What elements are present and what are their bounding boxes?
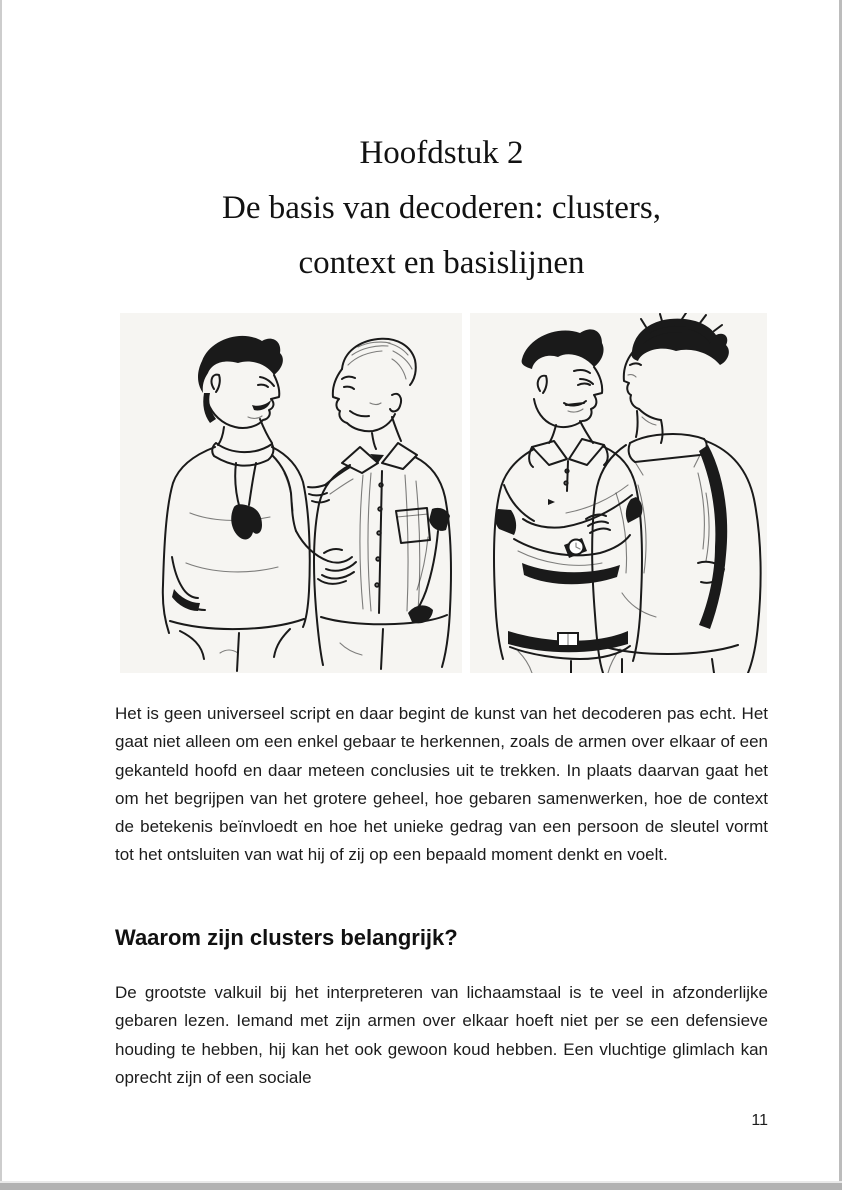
illustration-two-men-talking — [120, 313, 462, 673]
illustration-row — [120, 313, 767, 673]
page-edge-bottom — [0, 1183, 842, 1190]
section-heading: Waarom zijn clusters belangrijk? — [115, 925, 458, 950]
illustration-two-men-crossed-arms — [470, 313, 767, 673]
chapter-kicker: Hoofdstuk 2 — [359, 135, 524, 171]
chapter-title-line-2: context en basislijnen — [298, 245, 585, 281]
illustration-left-svg — [120, 313, 462, 673]
chapter-title-line-1: De basis van decoderen: clusters, — [222, 190, 661, 226]
chapter-title-block — [115, 126, 768, 291]
body-paragraph-2: De grootste valkuil bij het interpreteren van lichaamstaal is te veel in afzonderlijke gebaren lezen. Iemand met zijn armen over elkaar hoeft niet per se een defensieve houding te hebben, hij kan het ook gewoon koud hebben. Een vluchtige glimlach kan oprecht zijn of een sociale — [115, 983, 768, 1087]
man-gesturing — [163, 336, 356, 671]
page-edge-left — [0, 0, 2, 1190]
man-listening — [308, 339, 451, 669]
page-number: 11 — [751, 1112, 768, 1129]
body-paragraph-1: Het is geen universeel script en daar begint de kunst van het decoderen pas echt. Het gaat niet alleen om een enkel gebaar te herkennen, zoals de armen over elkaar of een gekanteld hoofd en daar meteen conclusies uit te trekken. In plaats daarvan gaat het om het begrijpen van het grotere geheel, hoe gebaren samenwerken, hoe de context de betekenis beïnvloedt en hoe het unieke gedrag van een persoon de sleutel vormt tot het ontsluiten van wat hij of zij op een bepaald moment denkt en voelt. — [115, 704, 768, 865]
man-crossed-arms — [494, 329, 642, 673]
illustration-right-svg — [470, 313, 767, 673]
